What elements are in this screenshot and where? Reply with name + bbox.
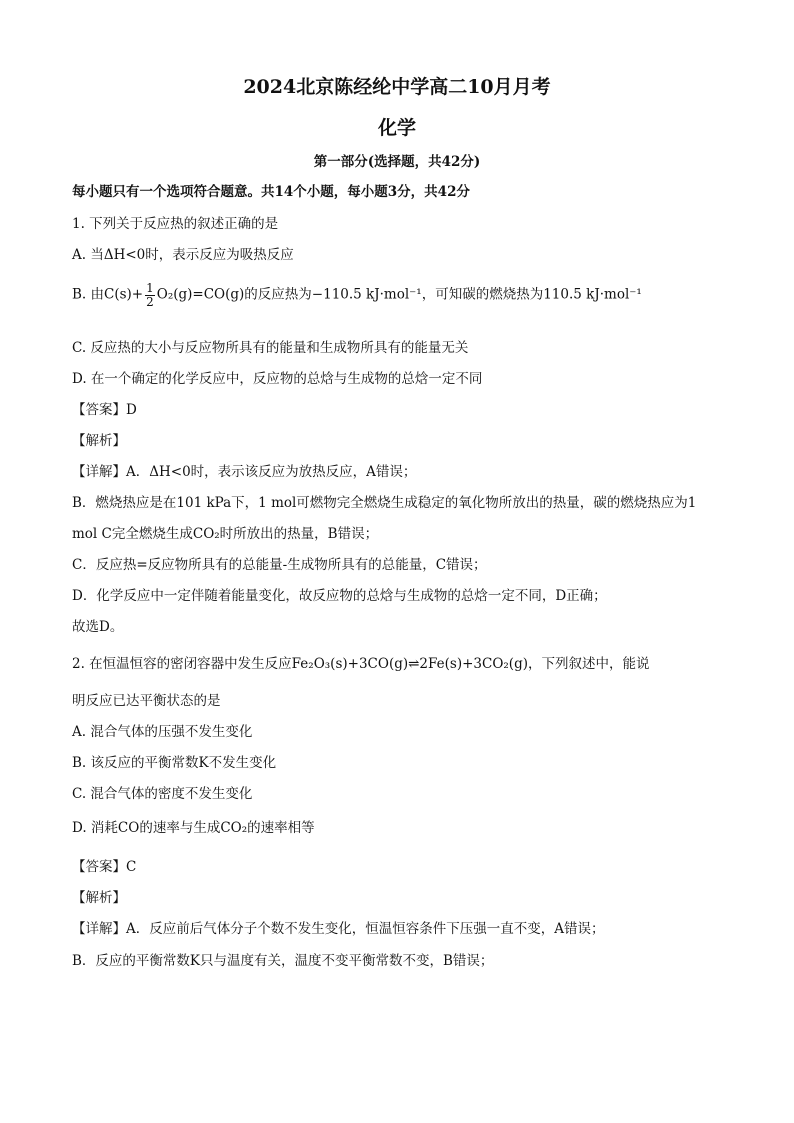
q1-option-b-suffix: O₂(g)=CO(g)的反应热为−110.5 kJ·mol⁻¹，可知碳的燃烧热为110.5 kJ·mol⁻¹: [156, 286, 642, 303]
section-heading: 第一部分(选择题，共42分): [313, 154, 481, 170]
q2-option-d-formula: CO₂: [220, 820, 248, 836]
fraction-half: [145, 282, 155, 308]
q1-option-d: D. 在一个确定的化学反应中，反应物的总焓与生成物的总焓一定不同: [72, 371, 483, 387]
q2-stem: [72, 656, 649, 672]
q2-option-d-prefix: D. 消耗CO的速率与生成: [72, 820, 221, 836]
q1-detail-4: C．反应热=反应物所具有的总能量-生成物所具有的总能量，C错误；: [72, 557, 487, 573]
q2-equation: Fe₂O₃(s)+3CO(g)⇌2Fe(s)+3CO₂(g): [291, 656, 528, 672]
q1-option-b: [72, 282, 642, 308]
q2-option-b: B. 该反应的平衡常数K不发生变化: [72, 755, 277, 771]
instruction: 每小题只有一个选项符合题意。共14个小题，每小题3分，共42分: [72, 184, 470, 200]
q2-option-d: [72, 820, 315, 836]
q1-option-b-prefix: B. 由C(s)+: [72, 286, 144, 303]
q2-stem-suffix: ，下列叙述中，能说: [527, 656, 650, 672]
q2-option-a: A. 混合气体的压强不发生变化: [72, 724, 253, 740]
q1-option-c: C. 反应热的大小与反应物所具有的能量和生成物所具有的能量无关: [72, 340, 469, 356]
q2-stem-line2: 明反应已达平衡状态的是: [72, 693, 221, 709]
q1-detail-2: B．燃烧热应是在101 kPa下，1 mol可燃物完全燃烧生成稳定的氧化物所放出的热量，碳的燃烧热应为1: [72, 495, 697, 511]
q1-option-a: A. 当ΔH<0时，表示反应为吸热反应: [72, 247, 294, 263]
q2-detail-2: B．反应的平衡常数K只与温度有关，温度不变平衡常数不变，B错误；: [72, 953, 494, 969]
subject-title: 化学: [377, 117, 416, 139]
q1-analysis: 【解析】: [72, 433, 126, 449]
q1-stem: 1. 下列关于反应热的叙述正确的是: [72, 216, 279, 232]
q2-option-d-suffix: 的速率相等: [247, 820, 315, 836]
q1-detail-3: mol C完全燃烧生成CO₂时所放出的热量，B错误；: [72, 526, 379, 542]
q1-detail-5: D．化学反应中一定伴随着能量变化，故反应物的总焓与生成物的总焓一定不同，D正确；: [72, 588, 607, 604]
q1-detail-1: 【详解】A．ΔH<0时，表示该反应为放热反应，A错误；: [72, 464, 417, 480]
q2-analysis: 【解析】: [72, 890, 126, 906]
fraction-numerator: 1: [146, 281, 154, 295]
q2-detail-1: 【详解】A．反应前后气体分子个数不发生变化，恒温恒容条件下压强一直不变，A错误；: [72, 921, 605, 937]
q2-stem-prefix: 2. 在恒温恒容的密闭容器中发生反应: [72, 656, 292, 672]
q1-conclusion: 故选D。: [72, 619, 124, 635]
q2-answer: 【答案】C: [72, 859, 137, 875]
q2-option-c: C. 混合气体的密度不发生变化: [72, 786, 253, 802]
page-title: 2024北京陈经纶中学高二10月月考: [243, 76, 551, 98]
q1-answer: 【答案】D: [72, 402, 137, 418]
fraction-denominator: 2: [146, 294, 154, 309]
